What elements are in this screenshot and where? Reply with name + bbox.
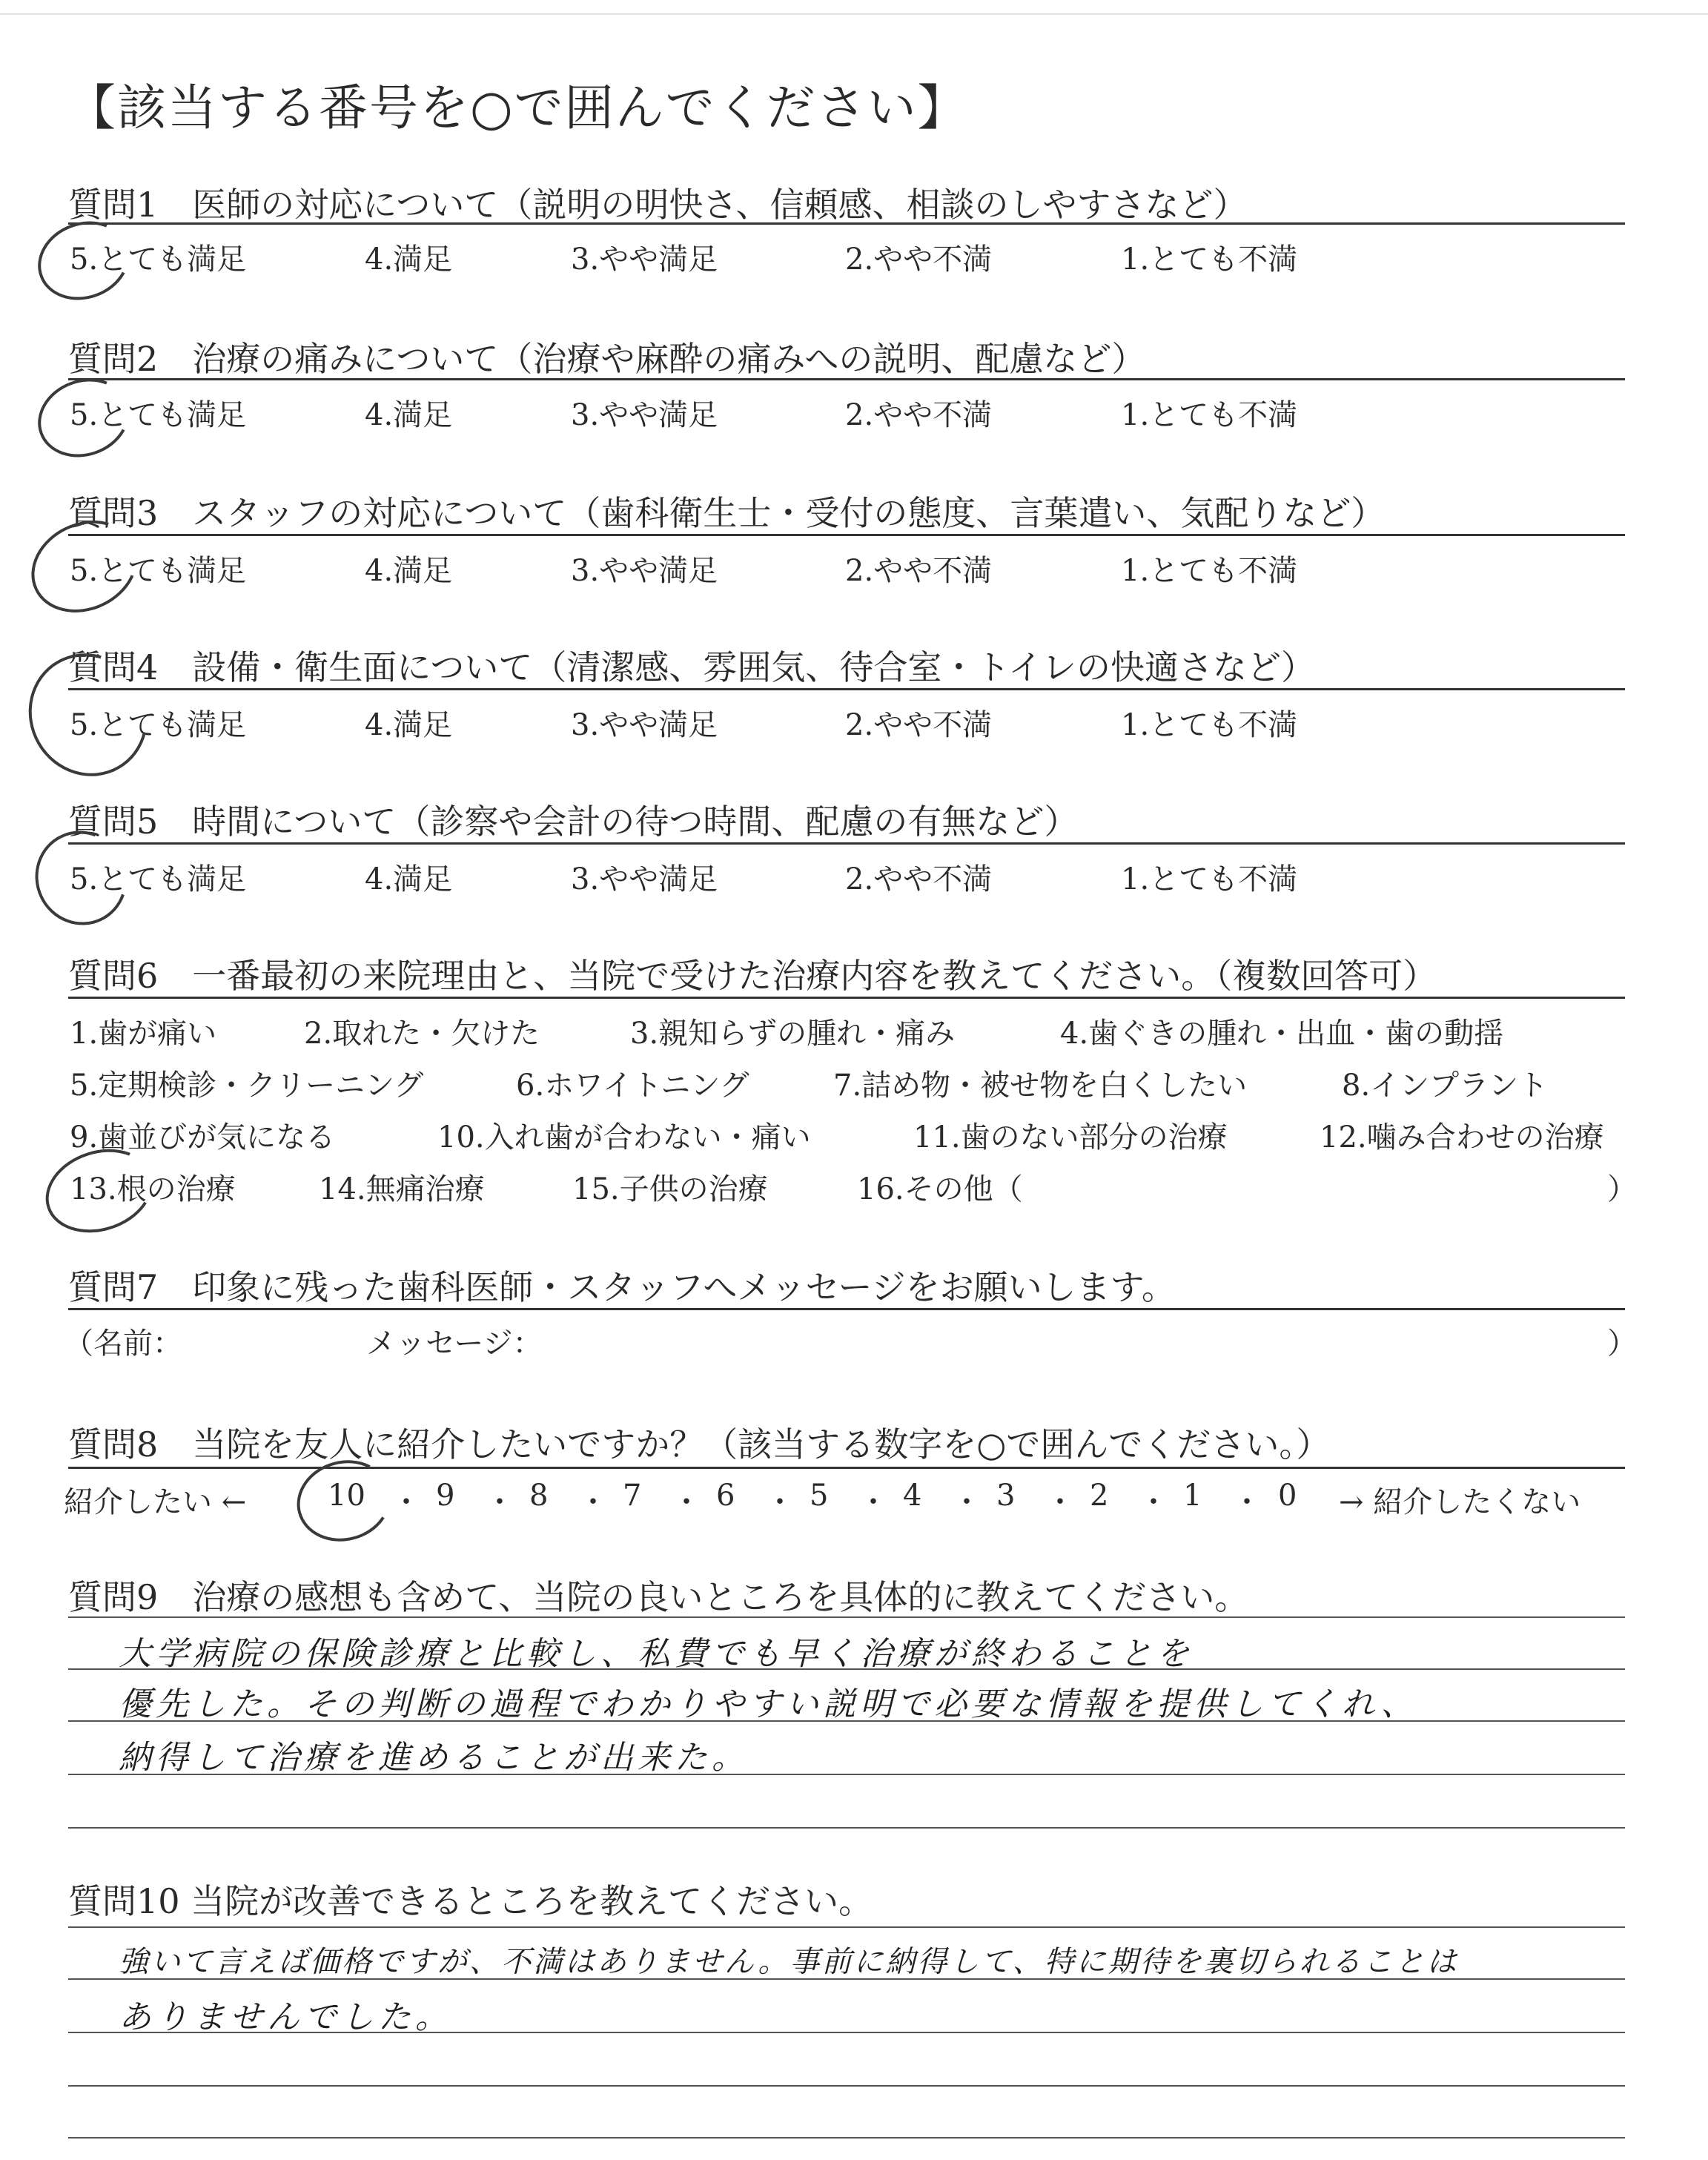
instruction-heading: 【該当する番号を○で囲んでください】 bbox=[67, 79, 968, 136]
q1-option-5[interactable]: 5.とても満足 bbox=[70, 242, 247, 277]
q6-option-3[interactable]: 3.親知らずの腫れ・痛み bbox=[630, 1017, 956, 1051]
question-7-title: 質問7 印象に残った歯科医師・スタッフへメッセージをお願いします。 bbox=[68, 1267, 1176, 1307]
q3-option-1[interactable]: 1.とても不満 bbox=[1121, 554, 1298, 588]
q8-left-label: 紹介したい ← bbox=[64, 1485, 247, 1519]
q1-option-2[interactable]: 2.やや不満 bbox=[845, 242, 993, 277]
q2-option-1[interactable]: 1.とても不満 bbox=[1121, 398, 1298, 432]
q6-option-6[interactable]: 6.ホワイトニング bbox=[516, 1069, 749, 1103]
q8-scale-5[interactable]: 5 bbox=[810, 1479, 829, 1513]
q6-option-11[interactable]: 11.歯のない部分の治療 bbox=[913, 1120, 1228, 1155]
q8-scale-2[interactable]: 2 bbox=[1090, 1479, 1109, 1513]
q3-option-2[interactable]: 2.やや不満 bbox=[845, 554, 993, 588]
q6-other-close-paren: ） bbox=[1607, 1172, 1637, 1206]
q4-option-5[interactable]: 5.とても満足 bbox=[70, 708, 247, 742]
q6-option-7[interactable]: 7.詰め物・被せ物を白くしたい bbox=[833, 1069, 1248, 1103]
q10-answer-line-1: 強いて言えば価格ですが、不満はありません。事前に納得して、特に期待を裏切られることは bbox=[119, 1945, 1459, 1979]
q5-option-3[interactable]: 3.やや満足 bbox=[571, 862, 718, 896]
q10-answer-line-2: ありませんでした。 bbox=[119, 1998, 452, 2036]
question-4-title: 質問4 設備・衛生面について（清潔感、雰囲気、待合室・トイレの快適さなど） bbox=[68, 647, 1316, 687]
q7-name-label: （名前： bbox=[64, 1327, 182, 1361]
q4-option-2[interactable]: 2.やや不満 bbox=[845, 708, 993, 742]
q10-line-4 bbox=[68, 2137, 1625, 2138]
question-5-rule bbox=[68, 842, 1625, 845]
q8-separator: ・ bbox=[391, 1485, 421, 1519]
q10-line-3 bbox=[68, 2085, 1625, 2087]
q4-option-1[interactable]: 1.とても不満 bbox=[1121, 708, 1298, 742]
q5-option-2[interactable]: 2.やや不満 bbox=[845, 862, 993, 896]
q9-line-4 bbox=[68, 1827, 1625, 1829]
q3-option-4[interactable]: 4.満足 bbox=[365, 554, 453, 588]
question-4-rule bbox=[68, 688, 1625, 690]
q1-option-3[interactable]: 3.やや満足 bbox=[571, 242, 718, 277]
q7-message-label: メッセージ： bbox=[366, 1327, 543, 1361]
q8-separator: ・ bbox=[952, 1485, 982, 1519]
q10-line-0 bbox=[68, 1926, 1625, 1928]
q8-scale-6[interactable]: 6 bbox=[716, 1479, 735, 1513]
question-2-rule bbox=[68, 378, 1625, 380]
question-7-rule bbox=[68, 1308, 1625, 1310]
q6-option-1[interactable]: 1.歯が痛い bbox=[70, 1017, 217, 1051]
question-8-rule bbox=[68, 1467, 1625, 1469]
question-8-title: 質問8 当院を友人に紹介したいですか？（該当する数字を○で囲んでください。） bbox=[68, 1424, 1331, 1464]
q5-option-4[interactable]: 4.満足 bbox=[365, 862, 453, 896]
q2-option-2[interactable]: 2.やや不満 bbox=[845, 398, 993, 432]
q6-option-12[interactable]: 12.噛み合わせの治療 bbox=[1320, 1120, 1604, 1155]
q6-option-14[interactable]: 14.無痛治療 bbox=[319, 1172, 485, 1206]
q3-option-5[interactable]: 5.とても満足 bbox=[70, 554, 247, 588]
q6-option-13[interactable]: 13.根の治療 bbox=[70, 1172, 236, 1206]
question-10-title: 質問10 当院が改善できるところを教えてください。 bbox=[68, 1881, 873, 1921]
q8-scale-0[interactable]: 0 bbox=[1278, 1479, 1297, 1513]
q9-answer-line-1: 大学病院の保険診療と比較し、私費でも早く治療が終わることを bbox=[119, 1635, 1194, 1673]
question-1-title: 質問1 医師の対応について（説明の明快さ、信頼感、相談のしやすさなど） bbox=[68, 185, 1248, 225]
question-2-title: 質問2 治療の痛みについて（治療や麻酔の痛みへの説明、配慮など） bbox=[68, 339, 1146, 379]
q8-separator: ・ bbox=[485, 1485, 514, 1519]
q5-option-5[interactable]: 5.とても満足 bbox=[70, 862, 247, 896]
question-6-rule bbox=[68, 997, 1625, 999]
question-6-title: 質問6 一番最初の来院理由と、当院で受けた治療内容を教えてください。（複数回答可） bbox=[68, 956, 1437, 996]
q3-option-3[interactable]: 3.やや満足 bbox=[571, 554, 718, 588]
q7-close-paren: ） bbox=[1607, 1327, 1637, 1361]
q8-separator: ・ bbox=[1045, 1485, 1075, 1519]
q1-option-4[interactable]: 4.満足 bbox=[365, 242, 453, 277]
q8-scale-4[interactable]: 4 bbox=[903, 1479, 922, 1513]
q2-selection-circle bbox=[27, 366, 141, 470]
q8-separator: ・ bbox=[1232, 1485, 1262, 1519]
q8-scale-9[interactable]: 9 bbox=[436, 1479, 455, 1513]
question-9-title: 質問9 治療の感想も含めて、当院の良いところを具体的に教えてください。 bbox=[68, 1577, 1249, 1617]
q5-option-1[interactable]: 1.とても不満 bbox=[1121, 862, 1298, 896]
q4-option-3[interactable]: 3.やや満足 bbox=[571, 708, 718, 742]
q6-option-16[interactable]: 16.その他（ bbox=[857, 1172, 1023, 1206]
q6-option-5[interactable]: 5.定期検診・クリーニング bbox=[70, 1069, 424, 1103]
q6-option-15[interactable]: 15.子供の治療 bbox=[572, 1172, 768, 1206]
q2-option-5[interactable]: 5.とても満足 bbox=[70, 398, 247, 432]
q8-separator: ・ bbox=[1139, 1485, 1168, 1519]
question-3-rule bbox=[68, 534, 1625, 536]
q8-separator: ・ bbox=[578, 1485, 608, 1519]
q2-option-3[interactable]: 3.やや満足 bbox=[571, 398, 718, 432]
q6-option-10[interactable]: 10.入れ歯が合わない・痛い bbox=[437, 1120, 811, 1155]
question-5-title: 質問5 時間について（診察や会計の待つ時間、配慮の有無など） bbox=[68, 802, 1079, 842]
q6-option-8[interactable]: 8.インプラント bbox=[1342, 1069, 1549, 1103]
q9-answer-line-2: 優先した。その判断の過程でわかりやすい説明で必要な情報を提供してくれ、 bbox=[119, 1685, 1418, 1723]
q8-separator: ・ bbox=[858, 1485, 888, 1519]
q8-scale-7[interactable]: 7 bbox=[623, 1479, 642, 1513]
q9-line-0 bbox=[68, 1616, 1625, 1618]
q4-option-4[interactable]: 4.満足 bbox=[365, 708, 453, 742]
q6-option-2[interactable]: 2.取れた・欠けた bbox=[304, 1017, 540, 1051]
q8-scale-3[interactable]: 3 bbox=[996, 1479, 1016, 1513]
q8-scale-1[interactable]: 1 bbox=[1183, 1479, 1202, 1513]
q6-option-4[interactable]: 4.歯ぐきの腫れ・出血・歯の動揺 bbox=[1060, 1017, 1504, 1051]
q8-scale-10[interactable]: 10 bbox=[328, 1479, 365, 1513]
q9-answer-line-3: 納得して治療を進めることが出来た。 bbox=[119, 1739, 749, 1777]
q1-option-1[interactable]: 1.とても不満 bbox=[1121, 242, 1298, 277]
q8-separator: ・ bbox=[672, 1485, 701, 1519]
q2-option-4[interactable]: 4.満足 bbox=[365, 398, 453, 432]
q6-option-9[interactable]: 9.歯並びが気になる bbox=[70, 1120, 336, 1155]
q8-separator: ・ bbox=[765, 1485, 795, 1519]
question-1-rule bbox=[68, 222, 1625, 225]
scan-edge-line bbox=[0, 13, 1708, 15]
q8-right-label: → 紹介したくない bbox=[1339, 1485, 1581, 1519]
q8-scale-8[interactable]: 8 bbox=[529, 1479, 549, 1513]
question-3-title: 質問3 スタッフの対応について（歯科衛生士・受付の態度、言葉遣い、気配りなど） bbox=[68, 493, 1386, 533]
